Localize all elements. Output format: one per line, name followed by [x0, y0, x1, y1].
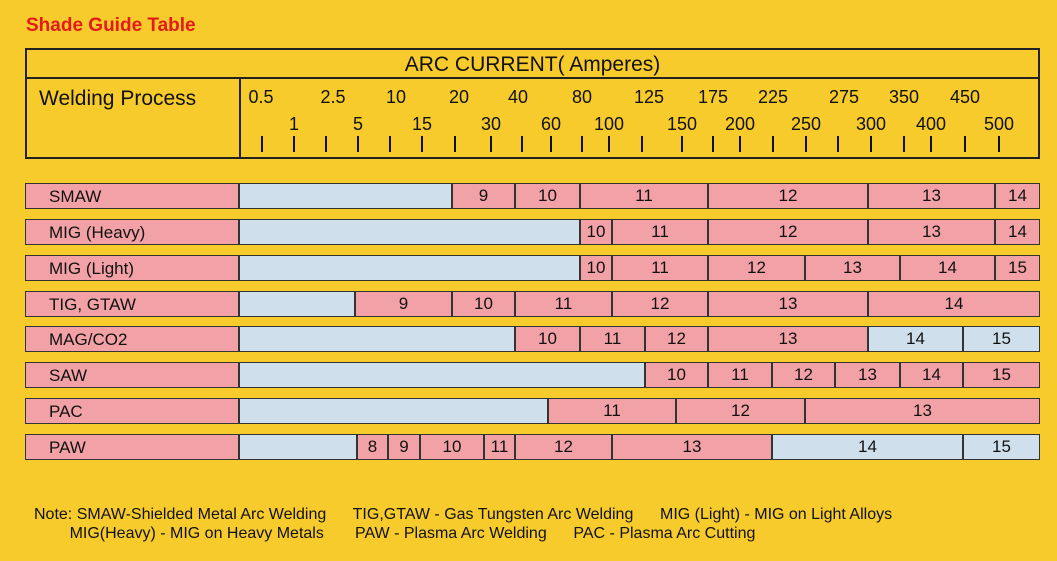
process-name: SMAW — [25, 183, 239, 209]
shade-cell: 15 — [963, 326, 1040, 352]
scale-bottom-label: 5 — [352, 114, 364, 134]
shade-cell: 14 — [868, 326, 963, 352]
shade-cell: 10 — [580, 219, 612, 245]
scale-tick — [389, 136, 391, 152]
shade-cell: 9 — [388, 434, 420, 460]
scale-tick — [357, 136, 359, 152]
shade-cell: 14 — [900, 255, 995, 281]
scale-tick — [903, 136, 905, 152]
table-row — [25, 398, 1040, 424]
scale-top-label: 125 — [633, 87, 665, 107]
shade-cell: 13 — [868, 219, 995, 245]
scale-bottom-label: 30 — [480, 114, 502, 134]
process-name: MAG/CO2 — [25, 326, 239, 352]
process-name: PAW — [25, 434, 239, 460]
shade-cell: 12 — [772, 362, 835, 388]
shade-cell: 15 — [995, 255, 1040, 281]
shade-cell — [239, 326, 515, 352]
notes — [34, 505, 892, 543]
notes-line-1: Note: SMAW-Shielded Metal Arc Welding TIG,GTAW - Gas Tungsten Arc Welding MIG (Light) - MIG on Light Alloys — [34, 506, 893, 523]
scale-top-label: 350 — [888, 87, 920, 107]
shade-cell: 13 — [708, 326, 868, 352]
scale-top-label: 175 — [697, 87, 729, 107]
shade-cell: 11 — [708, 362, 772, 388]
shade-cell: 9 — [355, 291, 452, 317]
scale-tick — [261, 136, 263, 152]
scale-tick — [421, 136, 423, 152]
shade-cell: 10 — [452, 291, 515, 317]
scale-tick — [521, 136, 523, 152]
shade-cell: 12 — [612, 291, 708, 317]
scale-tick — [998, 136, 1000, 152]
shade-cell — [239, 291, 355, 317]
table-row — [25, 219, 1040, 245]
shade-cell: 10 — [580, 255, 612, 281]
scale-bottom-label: 15 — [411, 114, 433, 134]
scale-bottom-label: 60 — [540, 114, 562, 134]
process-name: MIG (Light) — [25, 255, 239, 281]
shade-cell: 12 — [645, 326, 708, 352]
shade-cell: 11 — [484, 434, 515, 460]
scale-tick — [490, 136, 492, 152]
shade-cell: 13 — [805, 255, 900, 281]
shade-cell: 11 — [580, 183, 708, 209]
shade-cell: 11 — [548, 398, 676, 424]
scale-bottom-label: 300 — [855, 114, 887, 134]
scale-bottom-label: 150 — [666, 114, 698, 134]
process-name: SAW — [25, 362, 239, 388]
table-row — [25, 291, 1040, 317]
scale-top-label: 20 — [448, 87, 470, 107]
shade-cell — [239, 183, 452, 209]
scale-tick — [712, 136, 714, 152]
scale-tick — [681, 136, 683, 152]
scale-tick — [581, 136, 583, 152]
scale-bottom-label: 500 — [983, 114, 1015, 134]
shade-cell: 13 — [835, 362, 900, 388]
scale-bottom-label: 1 — [288, 114, 300, 134]
scale-tick — [641, 136, 643, 152]
shade-cell: 13 — [868, 183, 995, 209]
shade-cell — [239, 255, 580, 281]
scale-tick — [739, 136, 741, 152]
shade-cell: 9 — [452, 183, 515, 209]
table-row — [25, 183, 1040, 209]
shade-cell: 10 — [645, 362, 708, 388]
scale-tick — [772, 136, 774, 152]
shade-cell: 13 — [805, 398, 1040, 424]
scale-tick — [964, 136, 966, 152]
shade-cell: 10 — [420, 434, 484, 460]
scale-tick — [870, 136, 872, 152]
process-name: MIG (Heavy) — [25, 219, 239, 245]
table-row — [25, 434, 1040, 460]
arc-current-heading: ARC CURRENT( Amperes) — [27, 50, 1038, 79]
scale-top-label: 80 — [571, 87, 593, 107]
process-name: PAC — [25, 398, 239, 424]
shade-cell: 11 — [612, 255, 708, 281]
scale-tick — [325, 136, 327, 152]
scale-top-label: 2.5 — [320, 87, 346, 107]
page-title: Shade Guide Table — [26, 15, 196, 36]
scale-tick — [805, 136, 807, 152]
shade-cell: 10 — [515, 326, 580, 352]
shade-cell — [239, 362, 645, 388]
shade-cell: 14 — [995, 183, 1040, 209]
shade-cell: 10 — [515, 183, 580, 209]
shade-cell: 15 — [963, 362, 1040, 388]
welding-process-heading: Welding Process — [27, 79, 241, 157]
shade-cell: 12 — [708, 255, 805, 281]
table-header — [25, 48, 1040, 159]
table-row — [25, 255, 1040, 281]
shade-cell: 11 — [515, 291, 612, 317]
shade-cell: 14 — [772, 434, 963, 460]
shade-cell: 12 — [708, 183, 868, 209]
shade-cell: 13 — [708, 291, 868, 317]
shade-cell: 13 — [612, 434, 772, 460]
shade-cell: 15 — [963, 434, 1040, 460]
shade-cell — [239, 398, 548, 424]
shade-cell — [239, 434, 357, 460]
shade-cell: 12 — [676, 398, 805, 424]
notes-line-2: MIG(Heavy) - MIG on Heavy Metals PAW - Plasma Arc Welding PAC - Plasma Arc Cutting — [34, 525, 756, 542]
scale-top-label: 40 — [507, 87, 529, 107]
shade-cell: 12 — [515, 434, 612, 460]
scale-bottom-label: 250 — [790, 114, 822, 134]
shade-cell: 14 — [900, 362, 963, 388]
shade-cell: 11 — [612, 219, 708, 245]
shade-cell: 12 — [708, 219, 868, 245]
scale-top-label: 0.5 — [248, 87, 274, 107]
scale-bottom-label: 400 — [915, 114, 947, 134]
scale-tick — [454, 136, 456, 152]
scale-top-label: 10 — [385, 87, 407, 107]
table-row — [25, 326, 1040, 352]
scale-top-label: 275 — [828, 87, 860, 107]
scale-bottom-label: 100 — [593, 114, 625, 134]
scale-tick — [608, 136, 610, 152]
shade-cell — [239, 219, 580, 245]
scale-tick — [930, 136, 932, 152]
scale-tick — [550, 136, 552, 152]
shade-cell: 14 — [995, 219, 1040, 245]
scale-top-label: 225 — [757, 87, 789, 107]
scale-bottom-label: 200 — [724, 114, 756, 134]
scale-tick — [293, 136, 295, 152]
scale-top-label: 450 — [949, 87, 981, 107]
shade-cell: 11 — [580, 326, 645, 352]
shade-cell: 8 — [357, 434, 388, 460]
shade-cell: 14 — [868, 291, 1040, 317]
table-row — [25, 362, 1040, 388]
scale-tick — [837, 136, 839, 152]
process-name: TIG, GTAW — [25, 291, 239, 317]
